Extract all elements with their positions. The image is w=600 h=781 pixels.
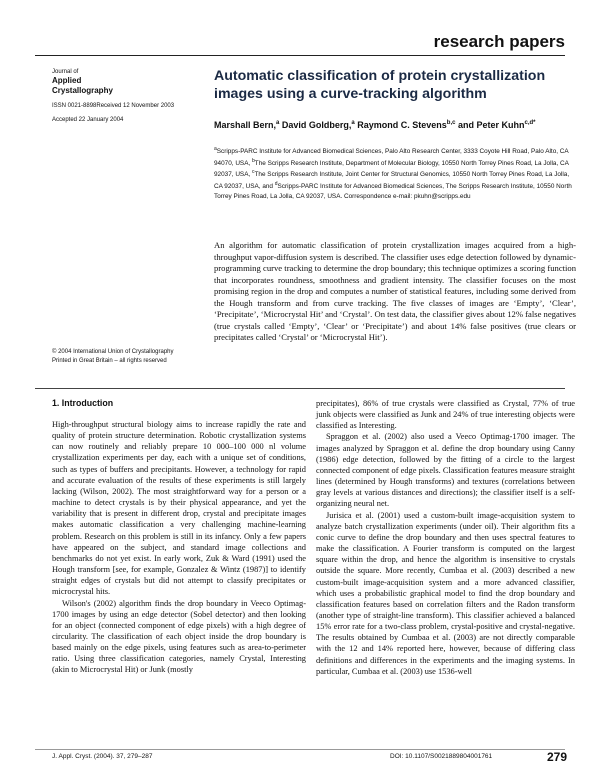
paper-title: Automatic classification of protein crystallization images using a curve-tracking algorithm bbox=[214, 68, 546, 102]
page-number: 279 bbox=[547, 750, 568, 764]
paragraph: Wilson's (2002) algorithm finds the drop boundary in Veeco Optimag-1700 images by using an edge detector (Sobel detector) and then looking for an object (connected component of edge pixels) with a high degree of circularity. The classification of each object inside the drop boundary is based mainly on the edge pixels, using features such as area-to-perimeter ratio. Using three classification categories, namely Crystal, Interesting (akin to Microcrystal Hit) or Junk (mostly bbox=[52, 598, 306, 675]
paragraph: High-throughput structural biology aims to increase rapidly the rate and quality of protein structure determination. Robotic crystallization systems can now routinely and reliably prepare 10 000–100 000 nl volume crystallization experiments per day, each with a unique set of conditions, such as types of buffers and precipitants. However, a technology for rapid and accurate evaluation of the results of these experiments is still largely lacking (Wilson, 2002). The most straightforward way for a person or a machine to detect crystals is by their physical appearance, and yet the variability that is present in different drop, crystal and precipitate images makes automatic classification a very challenging machine-learning problem. Research on this problem is still in its infancy. Only a few papers have appeared on the subject, and standard image collections and benchmarks do not yet exist. In early work, Zuk & Ward (1991) used the Hough transform [see, for example, Gonzalez & Wintz (1987)] to identify straight edges of crystals but did not attempt to classify precipitates or microcrystal hits. bbox=[52, 420, 306, 597]
affiliations bbox=[214, 145, 576, 201]
issn-received: ISSN 0021-8898Received 12 November 2003 bbox=[52, 103, 175, 109]
footer-rule bbox=[35, 749, 565, 750]
printed-line: Printed in Great Britain – all rights reserved bbox=[52, 358, 167, 364]
journal-prefix: Journal of bbox=[52, 69, 79, 75]
journal-info bbox=[52, 68, 197, 124]
paragraph: Spraggon et al. (2002) also used a Veeco Optimag-1700 imager. The images analyzed by Spraggon et al. define the drop boundary using Canny (1986) edge detection, followed by the fitting of a circle to the largest connected component of edge pixels. Classification features measure straight lines (determined by Hough transforms) and textures (correlations between gray levels at various distances and directions); the classifier itself is a self-organizing neural net. bbox=[316, 432, 575, 509]
section-rule bbox=[35, 388, 565, 389]
affil-mark: c bbox=[252, 169, 255, 176]
header-rule bbox=[35, 55, 565, 56]
author-affil-mark: b,c bbox=[446, 120, 456, 126]
author-affil-mark: c,d* bbox=[524, 120, 536, 126]
author-name: David Goldberg, bbox=[281, 120, 352, 130]
journal-name-line2: Crystallography bbox=[52, 86, 113, 95]
section-heading: 1. Introduction bbox=[52, 398, 114, 408]
copyright-block bbox=[52, 348, 202, 366]
journal-name-line1: Applied bbox=[52, 76, 82, 85]
copyright-line: © 2004 International Union of Crystallography bbox=[52, 349, 174, 355]
affil-text: Scripps-PARC Institute for Advanced Biomedical Sciences, The Scripps Research Institute, 10550 North Torrey Pines Road, La Jolla, CA 92037, USA. Correspondence e-mail: pkuhn@scripps.edu bbox=[214, 183, 572, 200]
body-column-left bbox=[52, 419, 306, 676]
affil-mark: b bbox=[252, 157, 255, 164]
footer-citation: J. Appl. Cryst. (2004). 37, 279–287 bbox=[52, 753, 153, 760]
affil-text: The Scripps Research Institute, Department of Molecular Biology, 10550 North Torrey Pines Road, La Jolla, CA 92037, USA, bbox=[214, 159, 569, 179]
footer-doi: DOI: 10.1107/S0021889804001761 bbox=[390, 753, 493, 760]
affil-mark: d bbox=[274, 181, 278, 188]
affil-text: Scripps-PARC Institute for Advanced Biomedical Sciences, Palo Alto Research Center, 3333 Coyote Hill Road, Palo Alto, CA 94070, USA, bbox=[214, 148, 569, 167]
author-name: Marshall Bern, bbox=[214, 120, 277, 130]
author-name: and Peter Kuhn bbox=[457, 120, 525, 130]
author-affil-mark: a bbox=[351, 120, 355, 126]
running-head: research papers bbox=[433, 32, 565, 51]
accepted-date: Accepted 22 January 2004 bbox=[52, 117, 124, 123]
author-list bbox=[214, 120, 579, 130]
paragraph: precipitates), 86% of true crystals were classified as Crystal, 77% of true junk objects were classified as Junk and 24% of true interesting objects were classified as Interesting. bbox=[316, 399, 575, 431]
affil-text: The Scripps Research Institute, Joint Center for Structural Genomics, 10550 North Torrey Pines Road, La Jolla, CA 92037, USA, and bbox=[214, 171, 570, 191]
affil-mark: a bbox=[214, 146, 217, 152]
body-column-right bbox=[316, 398, 575, 677]
paragraph: Jurisica et al. (2001) used a custom-built image-acquisition system to analyze batch crystallization experiments (under oil). Their algorithm fits a conic curve to define the drop boundary and then uses spectral features to make the classification. A Fourier transform is computed on the largest square within the drop, and hence the algorithm is insensitive to crystals outside the square. More recently, Cumbaa et al. (2003) described a new custom-built image-acquisition system and a more advanced classifier, which uses a probabilistic graphical model to find the drop boundary and classification features based on correlation filters and the Radon transform (another type of straight-line transform). This classifier achieved a balanced 15% error rate for a two-class problem, crystal-positive and crystal-negative. The results obtained by Cumbaa et al. (2003) are not directly comparable with the 12 and 14% reported here, however, because of differing class definitions and differences in the experiments and the imaging systems. In particular, Cumbaa et al. (2003) use 1536-well bbox=[316, 510, 575, 676]
author-affil-mark: a bbox=[276, 120, 280, 126]
abstract: An algorithm for automatic classification of protein crystallization images acquired from a high-throughput vapor-diffusion system is described. The classifier uses edge detection followed by dynamic-programming curve tracking to determine the drop boundary; this technique optimizes a scoring function that incorporates roundness, smoothness and gradient intensity. The classifier focuses on the most promising region in the drop and computes a number of statistical features, including some derived from the Hough transform and from curve tracking. The five classes of images are ‘Empty’, ‘Clear’, ‘Precipitate’, ‘Microcrystal Hit’ and ‘Crystal’. On test data, the classifier gives about 12% false negatives (true crystals called ‘Empty’, ‘Clear’ or ‘Precipitate’) and about 14% false positives (true clears or precipitates called ‘Crystal’ or ‘Microcrystal Hit’). bbox=[214, 240, 576, 342]
author-name: Raymond C. Stevens bbox=[357, 120, 447, 130]
